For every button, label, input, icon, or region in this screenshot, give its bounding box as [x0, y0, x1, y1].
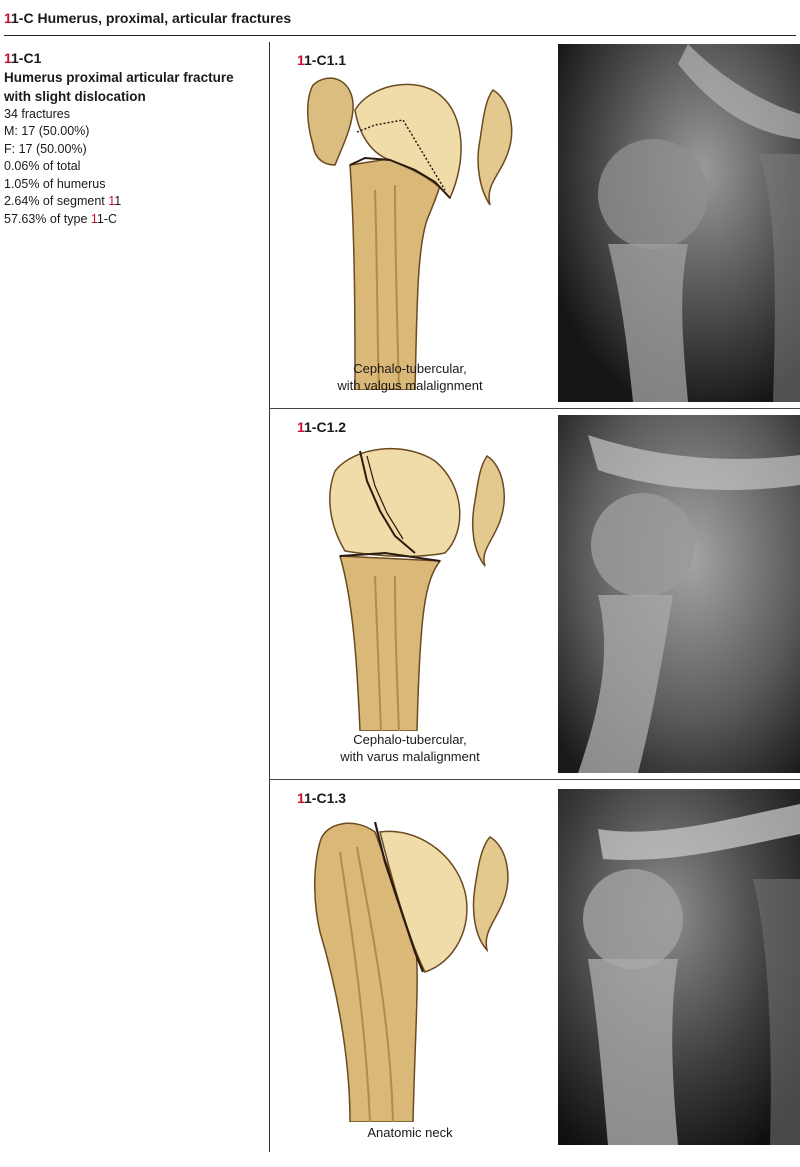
header-code: 1-C — [11, 10, 34, 26]
header-code-red: 1 — [4, 10, 12, 26]
stat-total: 0.06% of total — [4, 159, 81, 173]
panel-code — [297, 790, 346, 806]
panel-code — [297, 419, 346, 435]
xray-c1-3 — [558, 789, 800, 1145]
caption-line1: Cephalo-tubercular, — [353, 361, 467, 376]
page-header — [4, 4, 796, 36]
xray-c1-1 — [558, 44, 800, 402]
caption-line2: with valgus malalignment — [337, 378, 483, 393]
panel-c1-1 — [270, 42, 800, 408]
panel-code-red: 1 — [297, 419, 305, 435]
stat-type-prefix: 57.63% of type — [4, 211, 91, 226]
panel-code-rest: 1-C1.3 — [304, 790, 347, 806]
panel-code-rest: 1-C1.2 — [304, 419, 347, 435]
humerus-drawing-anatomic-neck — [295, 812, 525, 1122]
panel-c1-3 — [270, 780, 800, 1152]
panel-code — [297, 52, 346, 68]
header-title: Humerus, proximal, articular fractures — [37, 10, 292, 26]
xray-image — [558, 44, 800, 402]
stat-female: F: 17 (50.00%) — [4, 141, 87, 156]
stat-segment-red: 1 — [108, 194, 115, 208]
caption-line2: with varus malalignment — [340, 749, 480, 764]
xray-image — [558, 415, 800, 773]
stat-humerus: 1.05% of humerus — [4, 176, 106, 191]
panel-code-red: 1 — [297, 52, 305, 68]
stat-type — [4, 211, 268, 229]
panel-caption — [290, 360, 530, 394]
summary-code-rest: 1-C1 — [11, 50, 42, 66]
summary-code — [4, 50, 268, 68]
xray-image — [558, 789, 800, 1145]
summary-column — [4, 50, 268, 228]
stat-type-red: 1 — [90, 211, 97, 226]
stat-segment-prefix: 2.64% of segment — [4, 194, 109, 208]
panel-c1-2 — [270, 409, 800, 779]
xray-c1-2 — [558, 415, 800, 773]
panel-caption — [290, 1124, 530, 1141]
stat-type-rest: 1-C — [96, 211, 118, 226]
caption-line1: Cephalo-tubercular, — [353, 732, 467, 747]
caption-line1: Anatomic neck — [367, 1125, 453, 1140]
stat-segment-rest: 1 — [114, 194, 122, 208]
humerus-drawing-valgus — [295, 70, 525, 390]
summary-code-red: 1 — [4, 50, 12, 66]
panel-code-red: 1 — [297, 790, 305, 806]
stat-fractures: 34 fractures — [4, 106, 71, 121]
stat-segment — [4, 193, 268, 211]
humerus-drawing-varus — [295, 441, 525, 731]
summary-title-line2: with slight dislocation — [4, 88, 146, 104]
summary-title-line1: Humerus proximal articular fracture — [4, 69, 234, 85]
stat-male: M: 17 (50.00%) — [4, 124, 90, 138]
panel-code-rest: 1-C1.1 — [304, 52, 347, 68]
panel-caption — [290, 731, 530, 765]
